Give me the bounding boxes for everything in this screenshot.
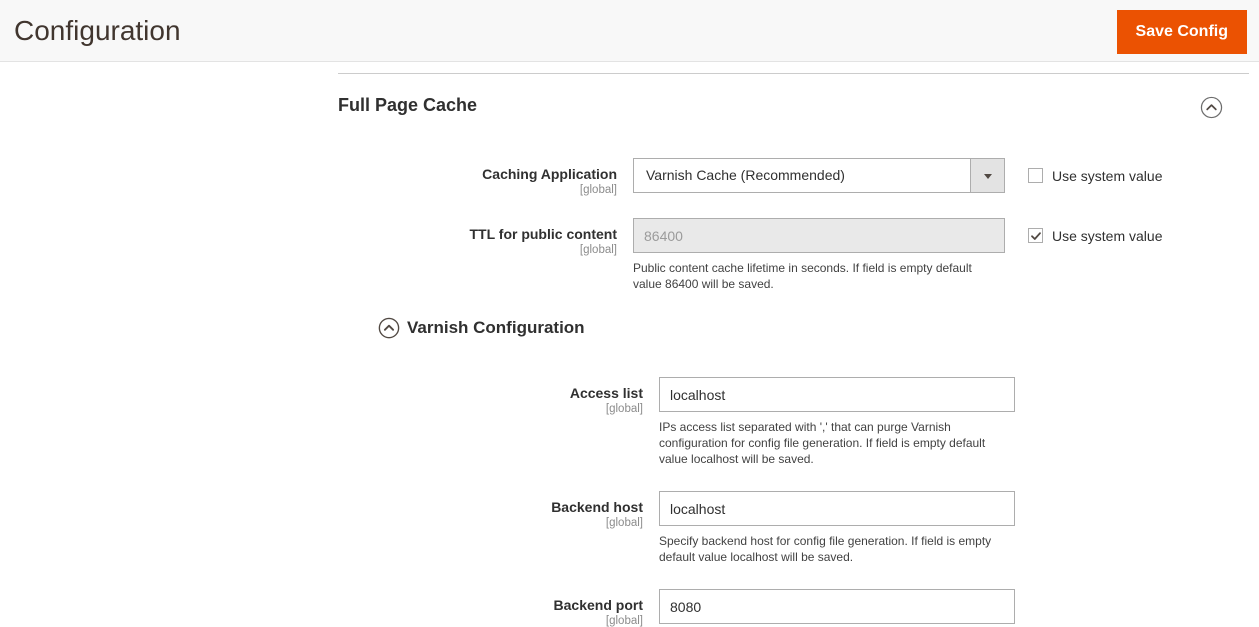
page-header bbox=[0, 0, 1259, 62]
field-control-col bbox=[659, 589, 1015, 624]
field-control-col bbox=[659, 491, 1017, 565]
subsection-rows bbox=[364, 377, 1249, 627]
field-scope: [global] bbox=[579, 184, 617, 196]
subsection-varnish-configuration bbox=[338, 316, 1249, 627]
section-full-page-cache bbox=[338, 73, 1249, 627]
config-content bbox=[0, 73, 1259, 627]
field-row-backend-host bbox=[364, 491, 1249, 565]
field-note: IPs access list separated with ',' that can purge Varnish configuration for config file generation. If field is empty default value localhost will be saved. bbox=[659, 420, 986, 466]
use-system-value-label: Use system value bbox=[1052, 227, 1163, 244]
field-control-col bbox=[633, 158, 1005, 193]
field-scope: [global] bbox=[579, 244, 617, 256]
subsection-title: Varnish Configuration bbox=[407, 318, 585, 337]
access-list-input[interactable] bbox=[659, 377, 1015, 412]
field-row-ttl-public-content bbox=[338, 218, 1249, 292]
section-collapse-button[interactable] bbox=[1200, 96, 1223, 119]
caret-down-icon bbox=[984, 174, 992, 183]
page-title: Configuration bbox=[14, 15, 181, 46]
field-label-col bbox=[364, 589, 643, 627]
varnish-configuration-toggle[interactable] bbox=[378, 316, 1249, 339]
use-system-value-ttl[interactable] bbox=[1028, 218, 1162, 253]
save-config-button[interactable]: Save Config bbox=[1117, 10, 1247, 54]
checkbox-unchecked-icon[interactable] bbox=[1028, 168, 1043, 183]
use-system-value-label: Use system value bbox=[1052, 167, 1163, 184]
field-label: TTL for public content bbox=[469, 226, 617, 242]
field-scope: [global] bbox=[605, 403, 643, 415]
field-note: Specify backend host for config file generation. If field is empty default value localhost will be saved. bbox=[659, 534, 992, 564]
chevron-up-circle-icon bbox=[1200, 107, 1223, 122]
ttl-public-content-input[interactable] bbox=[633, 218, 1005, 253]
field-label-col bbox=[364, 491, 643, 529]
section-title: Full Page Cache bbox=[338, 95, 478, 115]
field-label-col bbox=[338, 218, 617, 256]
field-row-backend-port bbox=[364, 589, 1249, 627]
field-label: Caching Application bbox=[482, 166, 617, 182]
caching-application-select[interactable] bbox=[633, 158, 1005, 193]
select-arrow-button[interactable] bbox=[970, 159, 1004, 192]
field-row-access-list bbox=[364, 377, 1249, 467]
field-label: Backend host bbox=[551, 499, 643, 515]
field-label-col bbox=[338, 158, 617, 196]
field-note: Public content cache lifetime in seconds. If field is empty default value 86400 will be saved. bbox=[633, 261, 972, 291]
field-scope: [global] bbox=[605, 517, 643, 529]
field-label-col bbox=[364, 377, 643, 415]
checkbox-checked-icon[interactable] bbox=[1028, 228, 1043, 243]
backend-port-input[interactable] bbox=[659, 589, 1015, 624]
select-value: Varnish Cache (Recommended) bbox=[646, 167, 845, 183]
backend-host-input[interactable] bbox=[659, 491, 1015, 526]
field-row-caching-application bbox=[338, 158, 1249, 196]
use-system-value-caching-application[interactable] bbox=[1028, 158, 1162, 193]
field-label: Access list bbox=[569, 385, 643, 401]
chevron-up-circle-icon bbox=[378, 317, 400, 339]
field-scope: [global] bbox=[605, 615, 643, 627]
field-control-col bbox=[659, 377, 1017, 467]
field-control-col bbox=[633, 218, 1005, 292]
field-label: Backend port bbox=[553, 597, 643, 613]
